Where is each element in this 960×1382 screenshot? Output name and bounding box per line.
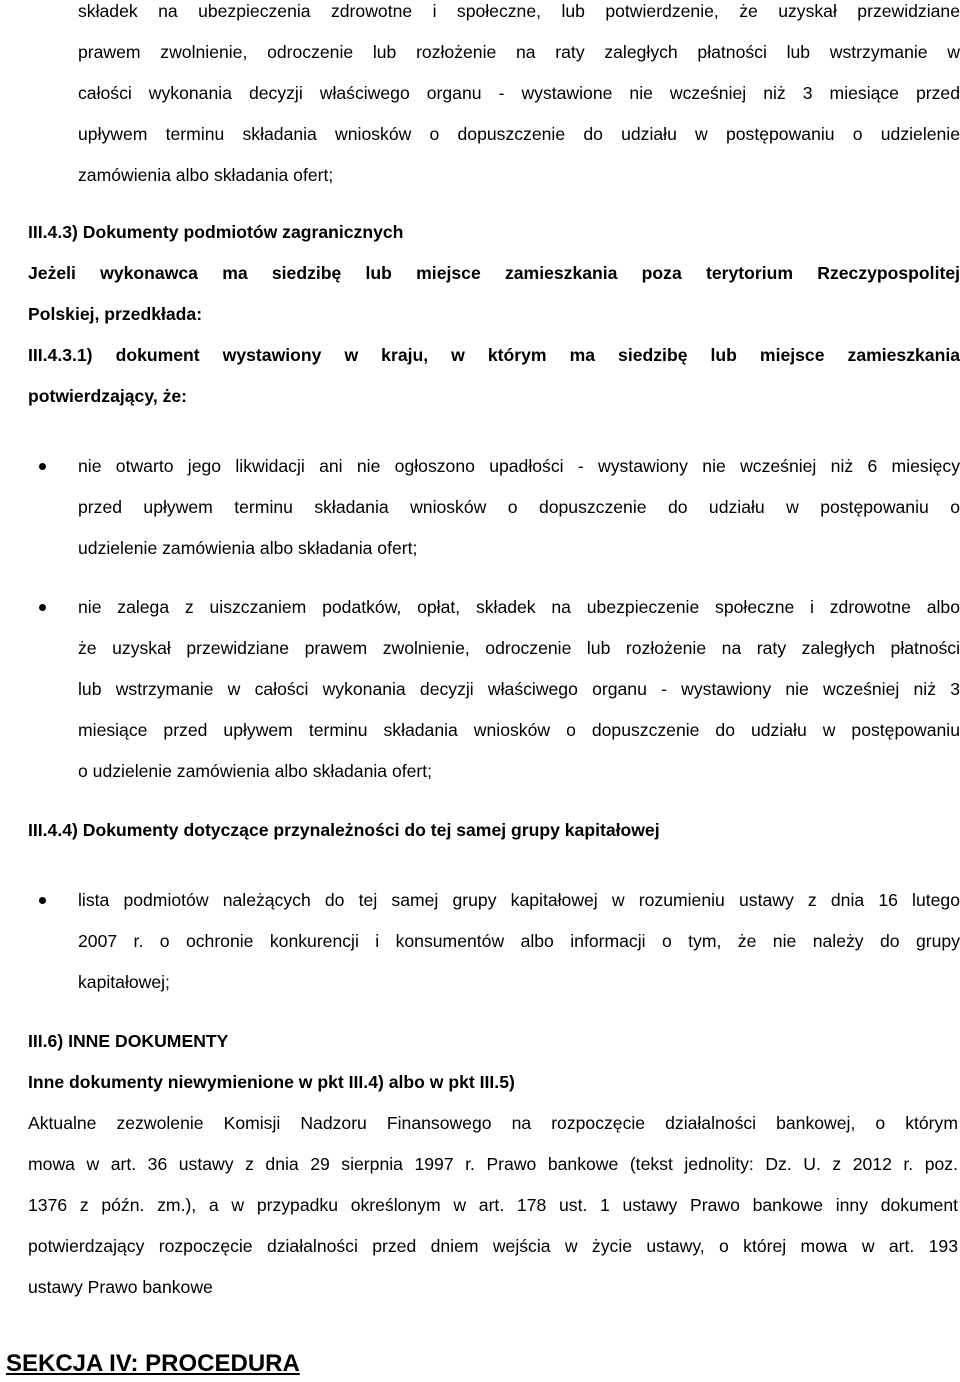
text-line: upływem terminu składania wniosków o dopuszczenie do udziału w postępowaniu o udzielenie [78, 124, 960, 144]
text-line: 2007 r. o ochronie konkurencji i konsumentów albo informacji o tym, że nie należy do grupy [78, 931, 960, 951]
text-line: Polskiej, przedkłada: [28, 304, 203, 324]
text-line: udzielenie zamówienia albo składania ofert; [78, 538, 418, 558]
heading-other-documents [28, 1021, 960, 1103]
text-line: nie zalega z uiszczaniem podatków, opłat, składek na ubezpieczenie społeczne i zdrowotne albo [78, 597, 960, 617]
heading-text: III.6) INNE DOKUMENTY [28, 1031, 229, 1051]
text-line: że uzyskał przewidziane prawem zwolnienie, odroczenie lub rozłożenie na raty zaległych płatności [78, 638, 960, 658]
paragraph-continuation [78, 0, 960, 196]
text-line: przed upływem terminu składania wniosków o dopuszczenie do udziału w postępowaniu o [78, 497, 960, 517]
text-line: kapitałowej; [78, 972, 170, 992]
text-line: ustawy Prawo bankowe [28, 1277, 213, 1297]
heading-foreign-entities [28, 212, 960, 417]
text-line: Jeżeli wykonawca ma siedzibę lub miejsce zamieszkania poza terytorium Rzeczypospolitej [28, 263, 960, 283]
bullet-icon [39, 897, 46, 904]
text-line: całości wykonania decyzji właściwego organu - wystawione nie wcześniej niż 3 miesiące przed [78, 83, 960, 103]
heading-capital-group [28, 810, 960, 851]
heading-text: III.4.3) Dokumenty podmiotów zagranicznych [28, 222, 404, 242]
text-line: miesiące przed upływem terminu składania wniosków o dopuszczenie do udziału w postępowaniu [78, 720, 960, 740]
text-line: III.4.3.1) dokument wystawiony w kraju, w którym ma siedzibę lub miejsce zamieszkania [28, 345, 960, 365]
list-item-capital-group [78, 880, 960, 1003]
text-line: składek na ubezpieczenia zdrowotne i społeczne, lub potwierdzenie, że uzyskał przewidziane [78, 1, 960, 21]
text-line: zamówienia albo składania ofert; [78, 165, 334, 185]
text-line: o udzielenie zamówienia albo składania ofert; [78, 761, 433, 781]
text-line: lub wstrzymanie w całości wykonania decyzji właściwego organu - wystawiony nie wcześniej niż 3 [78, 679, 960, 699]
text-line: potwierdzający, że: [28, 386, 188, 406]
text-line: Aktualne zezwolenie Komisji Nadzoru Finansowego na rozpoczęcie działalności bankowej, o którym [28, 1113, 958, 1133]
text-line: potwierdzający rozpoczęcie działalności przed dniem wejścia w życie ustawy, o której mowa w art. 193 [28, 1236, 958, 1256]
subheading-text: Inne dokumenty niewymienione w pkt III.4) albo w pkt III.5) [28, 1072, 515, 1092]
text-line: mowa w art. 36 ustawy z dnia 29 sierpnia 1997 r. Prawo bankowe (tekst jednolity: Dz. U. z 2012 r. poz. [28, 1154, 958, 1174]
text-line: lista podmiotów należących do tej samej grupy kapitałowej w rozumieniu ustawy z dnia 16 lutego [78, 890, 960, 910]
other-documents-paragraph [28, 1103, 958, 1308]
section-title: SEKCJA IV: PROCEDURA [6, 1350, 300, 1377]
heading-text: III.4.4) Dokumenty dotyczące przynależności do tej samej grupy kapitałowej [28, 820, 660, 840]
bullet-icon [39, 463, 46, 470]
text-line: 1376 z późn. zm.), a w przypadku określonym w art. 178 ust. 1 ustawy Prawo bankowe inny dokument [28, 1195, 958, 1215]
bullet-icon [39, 604, 46, 611]
text-line: prawem zwolnienie, odroczenie lub rozłożenie na raty zaległych płatności lub wstrzymanie w [78, 42, 960, 62]
text-line: nie otwarto jego likwidacji ani nie ogłoszono upadłości - wystawiony nie wcześniej niż 6 miesięcy [78, 456, 960, 476]
list-item-liquidation [78, 446, 960, 569]
list-item-taxes [78, 587, 960, 792]
